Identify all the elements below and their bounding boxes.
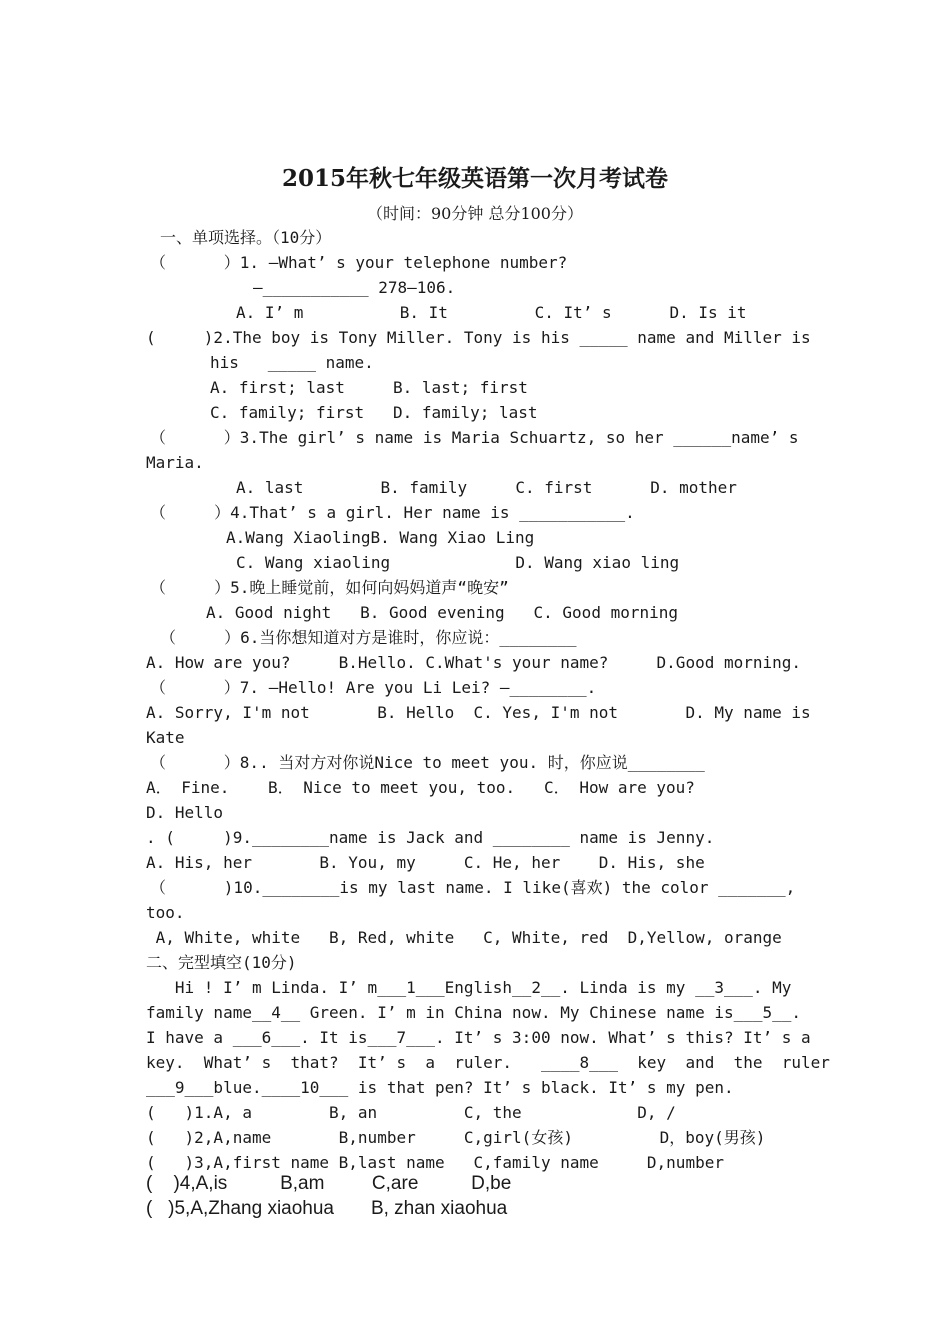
- q2-options1: A. first; last B. last; first: [210, 378, 528, 397]
- q10-options: A, White, white B, Red, white C, White, red D,Yellow, orange: [146, 928, 782, 947]
- q10-stem: （ )10.________is my last name. I like(喜欢) the color _______,: [150, 878, 796, 897]
- q7-options: A. Sorry, I'm not B. Hello C. Yes, I'm not D. My name is: [146, 703, 811, 722]
- q1-stem: （ ）1. —What’ s your telephone number?: [150, 253, 568, 272]
- q3-options: A. last B. family C. first D. mother: [236, 478, 737, 497]
- passage-line: key. What’ s that? It’ s a ruler. ____8___ key and the ruler: [146, 1053, 830, 1072]
- q5-stem: （ ）5.晚上睡觉前，如何向妈妈道声“晚安”: [150, 578, 509, 597]
- q4-options1: A.Wang XiaolingB. Wang Xiao Ling: [226, 528, 535, 547]
- q7-options2: Kate: [146, 728, 185, 747]
- q4-stem: （ ）4.That’ s a girl. Her name is ___________.: [150, 503, 635, 522]
- cloze-choice: ( )1.A, a B, an C, the D, /: [146, 1103, 676, 1122]
- q3-line2: Maria.: [146, 453, 204, 472]
- cloze-choice: ( )5,A,Zhang xiaohua B, zhan xiaohua: [146, 1198, 508, 1219]
- cloze-choice: ( )3,A,first name B,last name C,family name D,number: [146, 1153, 724, 1172]
- section2-heading: 二、完型填空(10分): [146, 953, 297, 972]
- q8-options2: D. Hello: [146, 803, 224, 822]
- q8-stem: （ ）8.. 当对方对你说Nice to meet you. 时，你应说________: [150, 753, 705, 772]
- passage-line: family name__4__ Green. I’ m in China now. My Chinese name is___5__.: [146, 1003, 802, 1022]
- section1-heading: 一、单项选择。（10分）: [160, 228, 332, 247]
- q2-options2: C. family; first D. family; last: [210, 403, 538, 422]
- q7-stem: （ ）7. —Hello! Are you Li Lei? —________.: [150, 678, 597, 697]
- q8-options: A． Fine. B． Nice to meet you, too. C． How are you?: [146, 778, 695, 797]
- q10-line2: too.: [146, 903, 185, 922]
- q9-options: A. His, her B. You, my C. He, her D. His, she: [146, 853, 705, 872]
- q6-options: A. How are you? B.Hello. C.What's your name? D.Good morning.: [146, 653, 802, 672]
- q1-line2: —___________ 278—106.: [253, 278, 456, 297]
- passage-line: Hi ! I’ m Linda. I’ m___1___English__2__. Linda is my __3___. My: [146, 978, 792, 997]
- q5-options: A. Good night B. Good evening C. Good morning: [206, 603, 679, 622]
- cloze-choice: ( )2,A,name B,number C,girl(女孩) D，boy(男孩): [146, 1128, 766, 1147]
- q3-stem: （ ）3.The girl’ s name is Maria Schuartz, so her ______name’ s: [150, 428, 799, 447]
- passage-line: ___9___blue.____10___ is that pen? It’ s black. It’ s my pen.: [146, 1078, 734, 1097]
- q9-stem: . ( )9.________name is Jack and ________ name is Jenny.: [146, 828, 715, 847]
- passage-line: I have a ___6___. It is___7___. It’ s 3:00 now. What’ s this? It’ s a: [146, 1028, 811, 1047]
- q2-stem: ( )2.The boy is Tony Miller. Tony is his _____ name and Miller is: [146, 328, 811, 347]
- q1-options: A. I’ m B. It C. It’ s D. Is it: [236, 303, 747, 322]
- page-title: 2015年秋七年级英语第一次月考试卷: [281, 165, 668, 192]
- q2-line2: his _____ name.: [210, 353, 374, 372]
- page-subtitle: （时间：90分钟 总分100分）: [367, 204, 583, 223]
- cloze-choice: ( )4,A,is B,am C,are D,be: [146, 1173, 512, 1194]
- q4-options2: C. Wang xiaoling D. Wang xiao ling: [236, 553, 680, 572]
- q6-stem: （ ）6.当你想知道对方是谁时，你应说：________: [160, 628, 577, 647]
